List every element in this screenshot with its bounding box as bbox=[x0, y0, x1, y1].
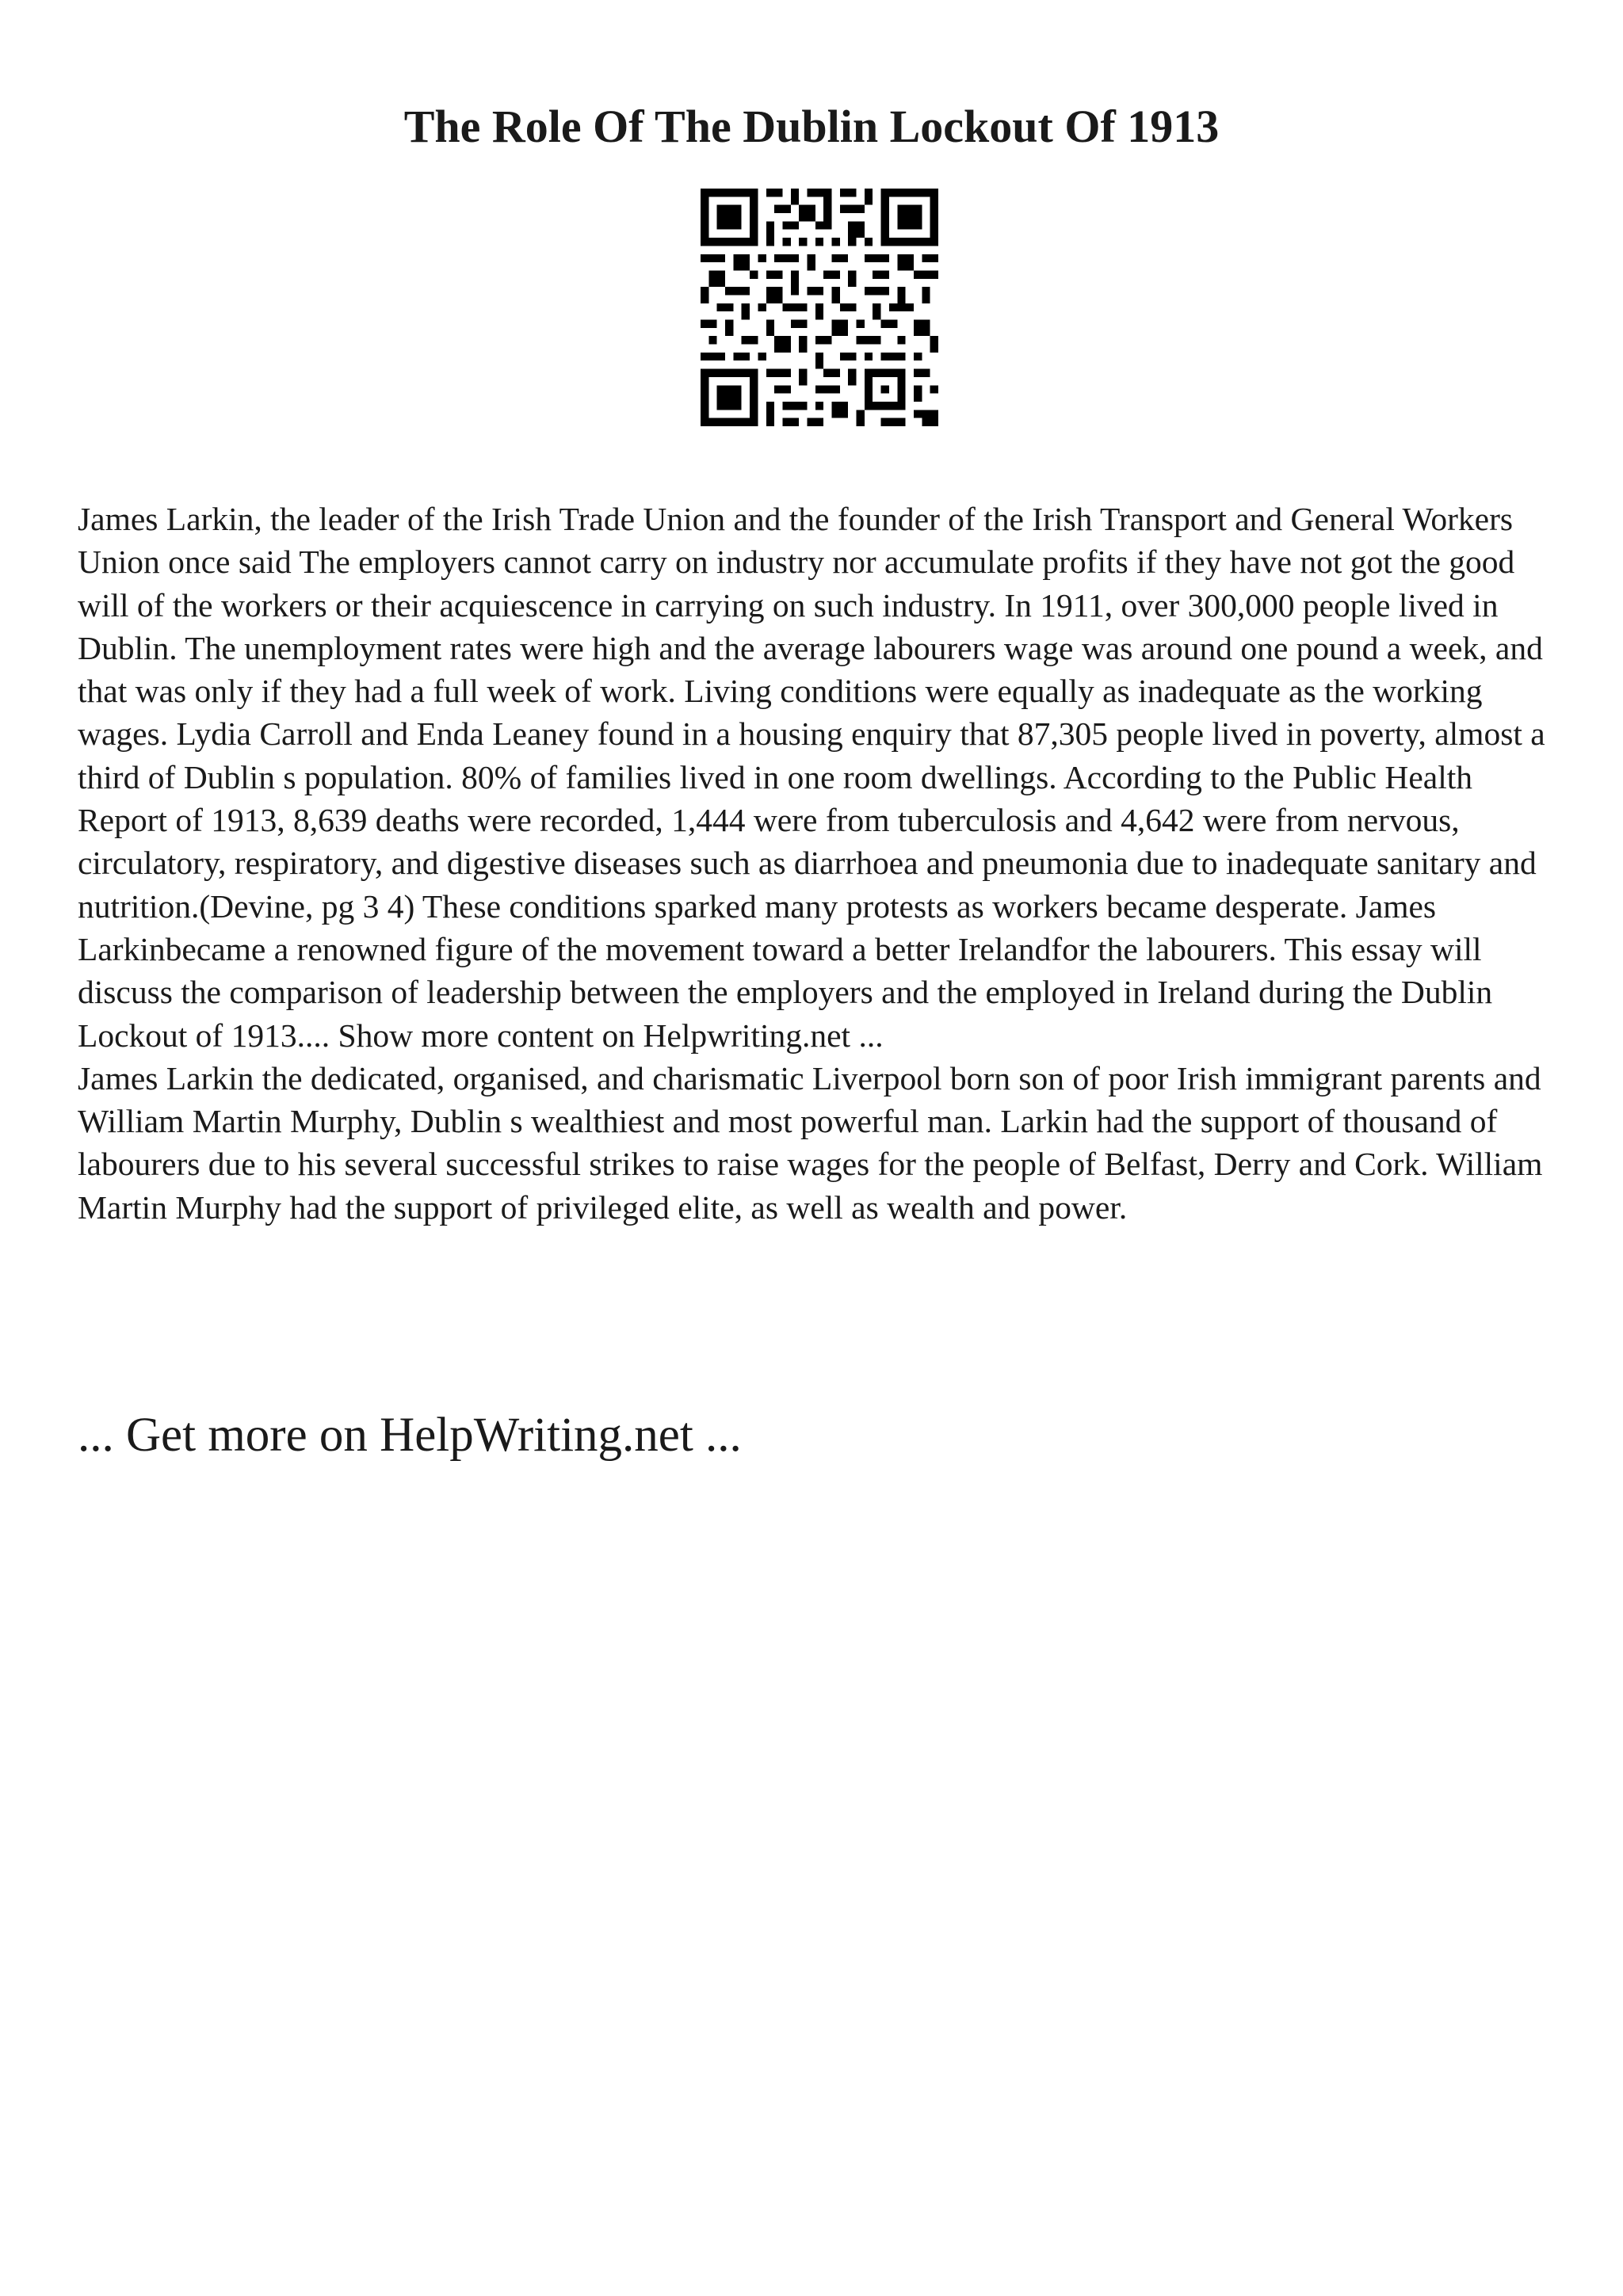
paragraph-2: James Larkin the dedicated, organised, and charismatic Liverpool born son of poor Irish immigrant parents and William Martin Murphy, Dublin s wealthiest and most powerful man. Larkin had the support of thousand of labourers due to his several successful strikes to raise wages for the people of Belfast, Derry and Cork. William Martin Murphy had the support of privileged elite, as well as wealth and power. bbox=[78, 1059, 1543, 1226]
paragraph-1: James Larkin, the leader of the Irish Trade Union and the founder of the Irish Transport and General Workers Union once said The employers cannot carry on industry nor accumulate profits if they have not got the good will of the workers or their acquiescence in carrying on such industry. In 1911, over 300,000 people lived in Dublin. The unemployment rates were high and the average labourers wage was around one pound a week, and that was only if they had a full week of work. Living conditions were equally as inadequate as the working wages. Lydia Carroll and Enda Leaney found in a housing enquiry that 87,305 people lived in poverty, almost a third of Dublin s population. 80% of families lived in one room dwellings. According to the Public Health Report of 1913, 8,639 deaths were recorded, 1,444 were from tuberculosis and 4,642 were from nervous, circulatory, respiratory, and digestive diseases such as diarrhoea and pneumonia due to inadequate sanitary and nutrition.(Devine, pg 3 4) These conditions sparked many protests as workers became desperate. James Larkinbecame a renowned figure of the movement toward a better Irelandfor the labourers. This essay will discuss the comparison of leadership between the employers and the employed in Ireland during the Dublin Lockout of 1913.... Show more content on Helpwriting.net ... bbox=[78, 501, 1545, 1054]
get-more-link[interactable]: ... Get more on HelpWriting.net ... bbox=[78, 1409, 742, 1462]
article-body bbox=[78, 498, 1568, 1229]
page-title: The Role Of The Dublin Lockout Of 1913 bbox=[403, 101, 1220, 152]
qr-code-icon bbox=[701, 189, 938, 426]
